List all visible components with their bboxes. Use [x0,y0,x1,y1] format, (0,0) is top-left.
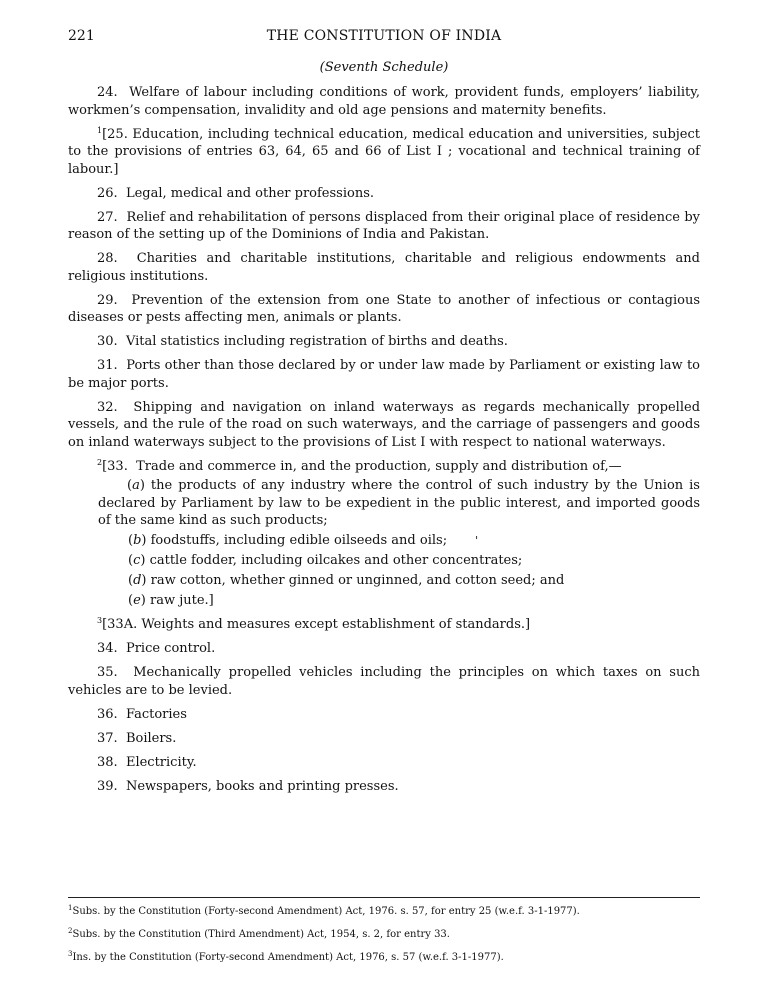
entry-text: Charities and charitable institutions, charitable and religious endowments and religious institutions. [68,251,701,284]
item-text: the products of any industry where the control of such industry by the Union is declared by Parliament by law to be expedient in the public interest, and imported goods of the same kind as such products; [98,478,700,528]
entry-number: 26. [97,185,118,201]
footnote-text: Ins. by the Constitution (Forty-second Amendment) Act, 1976, s. 57 (w.e.f. 3-1-1977). [72,952,504,963]
entry-text: Vital statistics including registration of births and deaths. [125,334,508,349]
entry-36 [68,706,700,724]
item-label: e [133,592,141,608]
footnote-marker: 3 [68,950,73,958]
entry-number: 30. [97,334,118,349]
entry-29 [68,292,700,327]
document-title: THE CONSTITUTION OF INDIA [266,28,502,44]
entry-text: Mechanically propelled vehicles including the principles on which taxes on such vehicles are to be levied. [68,665,700,698]
entry-number: [33A. [102,617,138,632]
footnote-3 [68,951,700,964]
footnote-marker: 2 [97,457,103,467]
footnote-text: Subs. by the Constitution (Forty-second Amendment) Act, 1976. s. 57, for entry 25 (w.e.f. 3-1-1977). [72,906,580,917]
entry-number: 37. [97,730,118,746]
entry-text: Price control. [125,641,216,656]
entry-33 [68,458,700,476]
entry-text: Prevention of the extension from one State to another of infectious or contagious diseases or pests affecting men, animals or plants. [68,292,701,325]
entry-33a [68,616,700,634]
entries-list [68,84,700,802]
footnote-marker: 1 [97,125,103,135]
entry-number: 35. [97,665,118,680]
page-header [68,28,700,50]
entry-number: 36. [97,706,118,722]
schedule-subtitle: (Seventh Schedule) [319,60,449,75]
entry-number: 32. [97,399,118,415]
entry-number: [25. [102,126,128,142]
entry-26 [68,185,700,203]
entry-33-item-b: (b) foodstuffs, including edible oilseeds and oils; ' [128,532,479,548]
footnote-divider [68,897,700,898]
entry-number: 24. [97,85,118,100]
entry-text: Shipping and navigation on inland waterways as regards mechanically propelled vessels, and the rule of the road on such waterways, and the carriage of passengers and goods on inland waterways subject to the provisions of List I with respect to national waterways. [68,399,701,450]
entry-number: [33. [102,458,128,474]
entry-text: Newspapers, books and printing presses. [125,778,399,794]
entry-33-item-c: (c) cattle fodder, including oilcakes and other concentrates; [128,552,523,568]
page-number: 221 [68,28,95,44]
entry-35 [68,664,700,699]
item-text: cattle fodder, including oilcakes and other concentrates; [149,552,523,568]
entry-text: Factories [125,706,187,722]
entry-34 [68,640,700,658]
footnote-marker: 2 [68,927,73,935]
entry-text: Weights and measures except establishment of standards.] [141,617,531,632]
item-label: a [132,478,140,493]
footnote-text: Subs. by the Constitution (Third Amendment) Act, 1954, s. 2, for entry 33. [72,929,450,940]
entry-33-item-d: (d) raw cotton, whether ginned or unginned, and cotton seed; and [128,572,565,588]
entry-number: 27. [97,209,118,225]
stray-mark: ' [475,533,479,547]
entry-number: 34. [97,641,118,656]
entry-text: Welfare of labour including conditions of work, provident funds, employers’ liability, workmen’s compensation, invalidity and old age pensions and maternity benefits. [68,85,700,118]
entry-32 [68,399,700,452]
item-text: raw cotton, whether ginned or unginned, and cotton seed; and [150,572,565,588]
entry-number: 38. [97,754,118,770]
item-label: d [133,572,142,588]
footnote-marker: 3 [97,616,103,625]
entry-31 [68,357,700,392]
entry-30 [68,333,700,351]
entry-number: 29. [97,292,118,308]
entry-text: Relief and rehabilitation of persons displaced from their original place of residence by reason of the setting up of the Dominions of India and Pakistan. [68,209,700,242]
entry-27 [68,209,700,244]
item-label: b [133,532,142,548]
footnote-1 [68,905,700,918]
entry-text: Education, including technical education, medical education and universities, subject to the provisions of entries 63, 64, 65 and 66 of List I ; vocational and technical training of labour.] [68,126,700,177]
entry-25 [68,126,700,179]
entry-39 [68,778,700,796]
entry-number: 31. [97,358,118,373]
entry-text: Boilers. [125,730,177,746]
entry-33-item-e: (e) raw jute.] [128,592,214,608]
entry-24 [68,84,700,119]
entry-33-item-a: (a) the products of any industry where the control of such industry by the Union is declared by Parliament by law to be expedient in the public interest, and imported goods of the same kind as such products; [98,478,700,528]
entry-text: Legal, medical and other professions. [125,185,375,201]
item-text: raw jute.] [150,592,214,608]
entry-text: Ports other than those declared by or under law made by Parliament or existing law to be major ports. [68,358,701,391]
footnote-2 [68,928,700,941]
item-label: c [133,552,141,568]
entry-28 [68,250,700,285]
entry-number: 39. [97,778,118,794]
footnote-marker: 1 [68,904,73,912]
entry-number: 28. [97,251,118,266]
footnotes [68,905,700,974]
entry-38 [68,754,700,772]
entry-text: Electricity. [125,754,197,770]
entry-text: Trade and commerce in, and the production, supply and distribution of,— [136,458,622,474]
item-text: foodstuffs, including edible oilseeds and oils; [150,532,448,548]
entry-37 [68,730,700,748]
